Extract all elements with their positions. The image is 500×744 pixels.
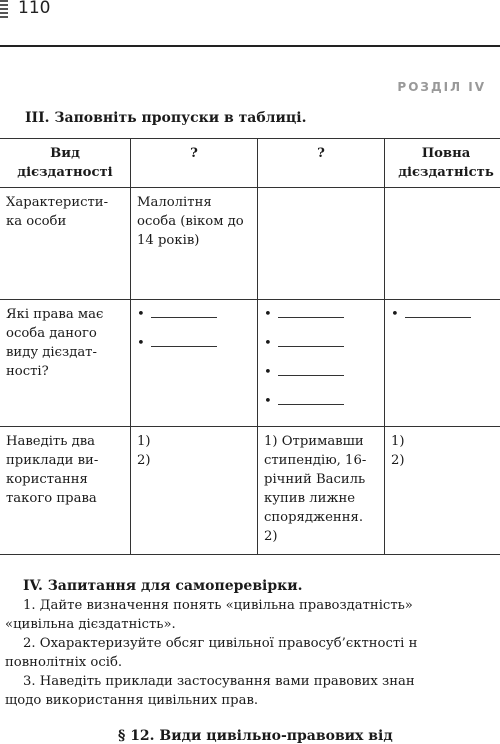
table-cell: [131, 300, 258, 427]
question-item: 2. Охарактеризуйте обсяг цивільної правосуб’єктності н: [5, 634, 500, 653]
next-section-heading: § 12. Види цивільно-правових від: [118, 728, 393, 744]
table-cell: Малолітня особа (віком до 14 років): [131, 188, 258, 300]
question-item: 1. Дайте визначення понять «цивільна правоздатність»: [5, 596, 500, 615]
blank-line[interactable]: [137, 305, 251, 324]
table-cell: [385, 300, 500, 427]
header-rule: [0, 45, 500, 47]
table-cell: [385, 427, 500, 555]
blank-line[interactable]: [391, 305, 500, 324]
fill-in-table: [0, 138, 500, 555]
blank-list: [391, 305, 500, 324]
example-line: 2): [391, 451, 500, 470]
blank-list: [137, 305, 251, 353]
page-number-bar: [0, 0, 500, 20]
table-cell: [131, 427, 258, 555]
blank-list: [264, 305, 378, 411]
header-cell: ?: [131, 139, 258, 188]
question-continuation: повнолітніх осіб.: [5, 653, 500, 672]
self-check-questions: [5, 577, 500, 710]
blank-line[interactable]: [137, 334, 251, 353]
row-label: Характеристи-ка особи: [0, 188, 131, 300]
example-line: 2): [264, 527, 378, 546]
example-line: 1): [137, 432, 251, 451]
table-row: [0, 188, 500, 300]
question-continuation: «цивільна дієздатність».: [5, 615, 500, 634]
page-number: 110: [18, 0, 50, 18]
question-continuation: щодо використання цивільних прав.: [5, 691, 500, 710]
header-cell: Повна дієздатність: [385, 139, 500, 188]
question-item: 3. Наведіть приклади застосування вами правових знан: [5, 672, 500, 691]
row-label: Наведіть два приклади ви-користання такого права: [0, 427, 131, 555]
example-line: 1): [391, 432, 500, 451]
table-row: [0, 300, 500, 427]
blank-line[interactable]: [264, 392, 378, 411]
blank-line[interactable]: [264, 334, 378, 353]
header-cell: Вид дієздатності: [0, 139, 131, 188]
blank-line[interactable]: [264, 363, 378, 382]
header-cell: ?: [258, 139, 385, 188]
table-cell: [258, 188, 385, 300]
example-line: 1) Отримавши стипендію, 16-річний Василь купив лижне спорядження.: [264, 432, 378, 527]
section-label: РОЗДІЛ IV: [397, 80, 486, 94]
row-label: Які права має особа даного виду дієздат-ності?: [0, 300, 131, 427]
table-header-row: [0, 139, 500, 188]
page-stripes: [0, 0, 8, 20]
table-cell: [385, 188, 500, 300]
blank-line[interactable]: [264, 305, 378, 324]
table-cell: [258, 300, 385, 427]
example-line: 2): [137, 451, 251, 470]
table-row: [0, 427, 500, 555]
questions-title: IV. Запитання для самоперевірки.: [23, 577, 500, 596]
table-cell: [258, 427, 385, 555]
task-title: III. Заповніть пропуски в таблиці.: [25, 110, 306, 126]
